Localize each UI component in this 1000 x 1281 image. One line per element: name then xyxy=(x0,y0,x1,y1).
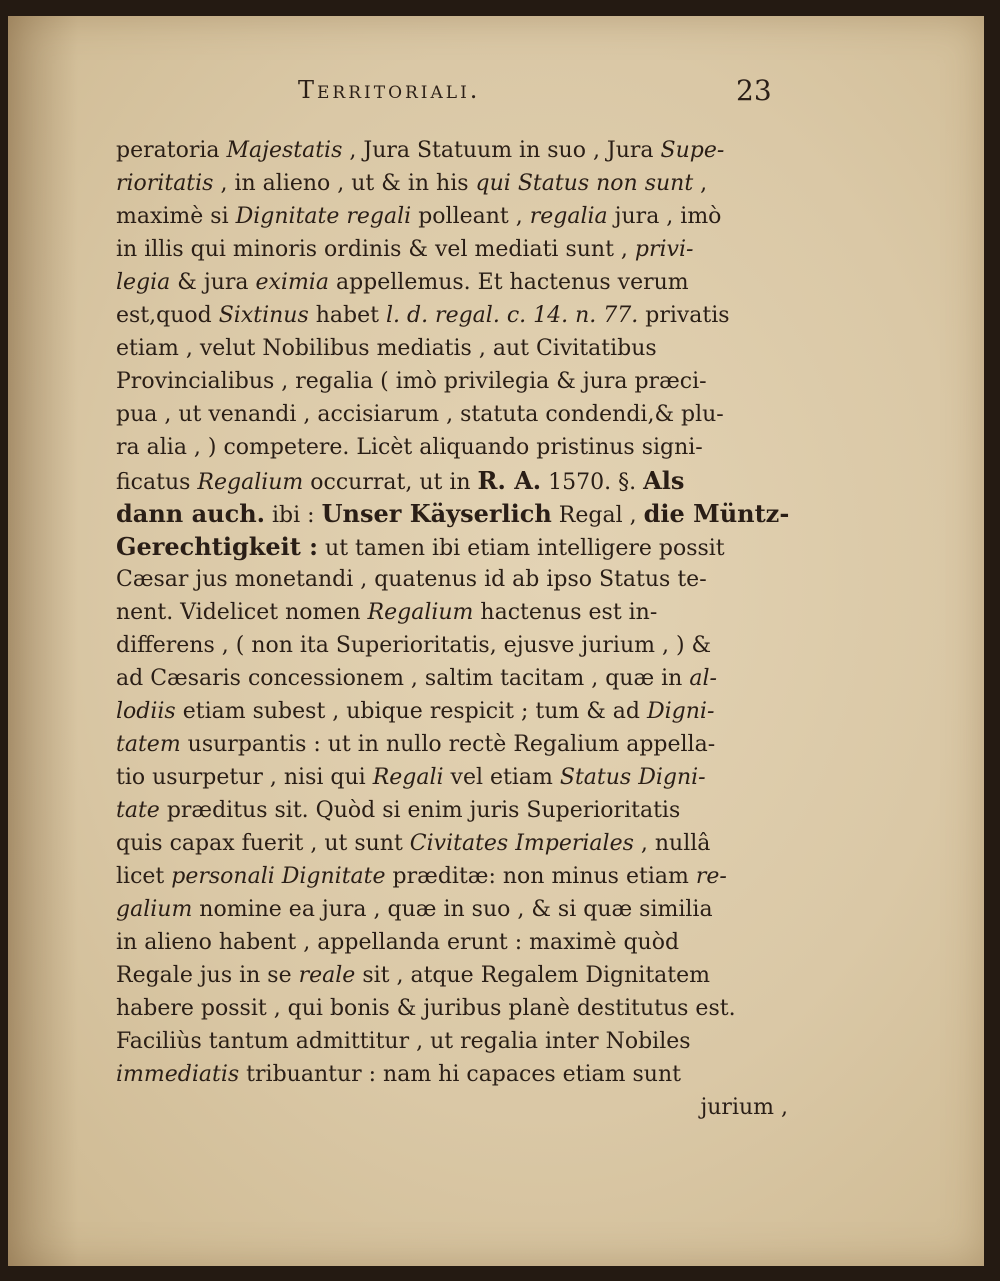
text-line xyxy=(116,200,788,233)
text-line xyxy=(116,398,788,431)
text-segment: maximè si xyxy=(116,204,236,229)
blackletter-text: R. A. xyxy=(477,466,542,495)
blackletter-text: Als xyxy=(643,466,685,495)
text-segment: ra alia , ) competere. Licèt aliquando pristinus signi- xyxy=(116,435,703,460)
italic-text: Digni- xyxy=(647,699,715,724)
page-header xyxy=(8,72,984,122)
italic-text: galium xyxy=(116,897,193,922)
italic-text: regalia xyxy=(529,204,608,229)
text-segment: jurium , xyxy=(700,1095,788,1120)
text-line xyxy=(116,695,788,728)
italic-text: qui Status non sunt xyxy=(475,171,694,196)
text-line xyxy=(116,827,788,860)
book-page xyxy=(8,16,984,1266)
text-segment: licet xyxy=(116,864,172,889)
text-segment: privatis xyxy=(638,303,730,328)
text-line xyxy=(116,596,788,629)
text-segment: etiam subest , ubique respicit ; tum & ad xyxy=(175,699,647,724)
text-segment: est,quod xyxy=(116,303,219,328)
page-number: 23 xyxy=(736,74,772,107)
text-line xyxy=(116,530,788,563)
text-segment: pua , ut venandi , accisiarum , statuta condendi,& plu- xyxy=(116,402,724,427)
text-segment: jura , imò xyxy=(607,204,722,229)
text-segment: differens , ( non ita Superioritatis, ejusve jurium , ) & xyxy=(116,633,712,658)
text-segment: præditæ: non minus etiam xyxy=(385,864,696,889)
text-segment: nent. Videlicet nomen xyxy=(116,600,368,625)
text-segment: , Jura Statuum in suo , Jura xyxy=(342,138,661,163)
text-segment: occurrat, ut in xyxy=(303,470,478,495)
text-line xyxy=(116,794,788,827)
text-segment: habet xyxy=(308,303,386,328)
text-segment: polleant , xyxy=(411,204,530,229)
text-segment: etiam , velut Nobilibus mediatis , aut Civitatibus xyxy=(116,336,657,361)
text-segment: ibi : xyxy=(265,503,322,528)
text-line xyxy=(116,299,788,332)
text-segment: quis capax fuerit , ut sunt xyxy=(116,831,410,856)
text-segment: Faciliùs tantum admittitur , ut regalia inter Nobiles xyxy=(116,1029,691,1054)
blackletter-text: Gerechtigkeit : xyxy=(116,532,319,561)
italic-text: Regalium xyxy=(197,470,304,495)
blackletter-text: Unser Käyserlich xyxy=(321,499,552,528)
text-line xyxy=(116,959,788,992)
text-line xyxy=(116,233,788,266)
page-gutter-shadow xyxy=(8,16,78,1266)
italic-text: Sixtinus xyxy=(218,303,309,328)
italic-text: legia xyxy=(116,270,171,295)
running-head: Territoriali. xyxy=(298,76,481,104)
italic-text: rioritatis xyxy=(116,171,214,196)
italic-text: personali Dignitate xyxy=(171,864,386,889)
italic-text: Regalium xyxy=(367,600,474,625)
italic-text: tate xyxy=(116,798,160,823)
text-segment: appellemus. Et hactenus verum xyxy=(328,270,689,295)
italic-text: al- xyxy=(689,666,717,691)
italic-text: eximia xyxy=(255,270,329,295)
text-line xyxy=(116,1025,788,1058)
italic-text: l. d. regal. c. 14. n. 77. xyxy=(385,303,639,328)
text-segment: peratoria xyxy=(116,138,227,163)
text-line xyxy=(116,167,788,200)
text-segment: , in alieno , ut & in his xyxy=(213,171,476,196)
text-line xyxy=(116,662,788,695)
text-segment: , nullâ xyxy=(633,831,711,856)
text-segment: usurpantis : ut in nullo rectè Regalium appella- xyxy=(180,732,716,757)
italic-text: Civitates Imperiales xyxy=(409,831,634,856)
italic-text: Supe- xyxy=(660,138,725,163)
text-segment: vel etiam xyxy=(443,765,560,790)
text-line xyxy=(116,761,788,794)
italic-text: immediatis xyxy=(116,1062,240,1087)
text-segment: 1570. §. xyxy=(541,470,644,495)
body-text xyxy=(116,134,788,1124)
text-line xyxy=(116,464,788,497)
text-segment: ficatus xyxy=(116,470,198,495)
text-line xyxy=(116,893,788,926)
text-segment: hactenus est in- xyxy=(473,600,658,625)
italic-text: lodiis xyxy=(116,699,176,724)
text-line xyxy=(116,134,788,167)
italic-text: reale xyxy=(298,963,356,988)
italic-text: Status Digni- xyxy=(559,765,706,790)
text-line xyxy=(116,332,788,365)
text-line xyxy=(116,497,788,530)
text-line xyxy=(116,629,788,662)
text-line xyxy=(116,1091,788,1124)
text-segment: habere possit , qui bonis & juribus planè destitutus est. xyxy=(116,996,736,1021)
text-line xyxy=(116,365,788,398)
text-segment: tribuantur : nam hi capaces etiam sunt xyxy=(239,1062,681,1087)
text-segment: præditus sit. Quòd si enim juris Superioritatis xyxy=(159,798,681,823)
text-segment: in alieno habent , appellanda erunt : maximè quòd xyxy=(116,930,680,955)
text-segment: , xyxy=(693,171,708,196)
italic-text: Majestatis xyxy=(226,138,343,163)
text-line xyxy=(116,1058,788,1091)
text-segment: sit , atque Regalem Dignitatem xyxy=(355,963,711,988)
text-segment: Regal , xyxy=(551,503,644,528)
text-segment: nomine ea jura , quæ in suo , & si quæ similia xyxy=(192,897,713,922)
text-line xyxy=(116,728,788,761)
italic-text: re- xyxy=(695,864,727,889)
text-segment: Provincialibus , regalia ( imò privilegia & jura præci- xyxy=(116,369,707,394)
italic-text: Dignitate regali xyxy=(235,204,412,229)
text-line xyxy=(116,860,788,893)
blackletter-text: die Müntz- xyxy=(643,499,790,528)
text-segment: in illis qui minoris ordinis & vel mediati sunt , xyxy=(116,237,635,262)
text-segment: Regale jus in se xyxy=(116,963,299,988)
italic-text: tatem xyxy=(116,732,181,757)
italic-text: privi- xyxy=(634,237,694,262)
text-segment: tio usurpetur , nisi qui xyxy=(116,765,373,790)
text-line xyxy=(116,431,788,464)
text-line xyxy=(116,926,788,959)
text-line xyxy=(116,992,788,1025)
italic-text: Regali xyxy=(372,765,444,790)
text-segment: Cæsar jus monetandi , quatenus id ab ipso Status te- xyxy=(116,567,707,592)
text-segment: ad Cæsaris concessionem , saltim tacitam , quæ in xyxy=(116,666,690,691)
text-segment: & jura xyxy=(170,270,256,295)
text-segment: ut tamen ibi etiam intelligere possit xyxy=(318,536,725,561)
text-line xyxy=(116,563,788,596)
text-line xyxy=(116,266,788,299)
blackletter-text: dann auch. xyxy=(116,499,266,528)
